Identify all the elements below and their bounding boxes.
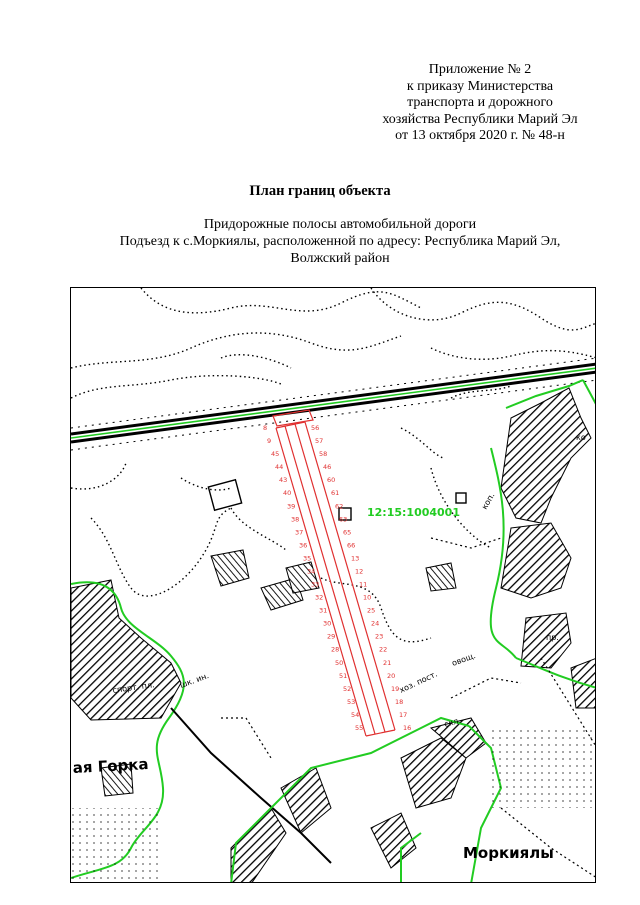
boundary-point-label: 8 [263, 424, 268, 432]
boundary-point-label: 11 [359, 580, 368, 589]
right-settlement [491, 380, 596, 708]
appendix-line: хозяйства Республики Марий Эл [382, 111, 578, 127]
school-label: шк. ин. [178, 671, 211, 690]
boundary-point-label: 17 [399, 711, 408, 719]
appendix-line: транспорта и дорожного [407, 95, 553, 110]
boundary-point-label: 38 [291, 515, 300, 524]
appendix-line: от 13 октября 2020 г. № 48-н [395, 128, 565, 143]
boundary-point-label: 35 [303, 554, 312, 563]
appendix-line: к приказу Министерства [406, 78, 554, 94]
plan-description-line: Придорожные полосы автомобильной дороги [203, 217, 477, 232]
boundary-point-label: 30 [323, 619, 332, 628]
boundary-point-label: 60 [327, 476, 336, 485]
appendix-header [340, 62, 620, 145]
boundary-point-label: 62 [335, 502, 344, 511]
boundary-point-label: 33 [311, 580, 320, 589]
plan-description-line: Подъезд к с.Моркиялы, расположенной по адресу: Республика Марий Эл, [119, 234, 561, 249]
boundary-point-label: 46 [323, 463, 332, 472]
boundary-point-label: 22 [379, 645, 388, 654]
boundary-point-label: 37 [295, 528, 304, 537]
boundary-point-label: 52 [343, 684, 352, 693]
boundary-point-label: 63 [339, 515, 348, 524]
plan-description [40, 216, 640, 267]
boundary-point-label: 57 [315, 437, 324, 445]
boundary-point-label: 40 [283, 489, 292, 498]
boundary-point-label: 32 [315, 593, 324, 602]
boundary-point-label: 66 [347, 541, 356, 550]
warehouse-label: скл. [443, 715, 462, 729]
boundary-point-label: 50 [335, 658, 344, 667]
boundary-point-label: 16 [403, 724, 412, 732]
boundary-point-label: 25 [367, 606, 376, 615]
boundary-point-label: 13 [351, 554, 360, 563]
boundary-point-label: 29 [327, 632, 336, 641]
boundary-point-label: 58 [319, 450, 328, 459]
settlement-label-morkiyaly: Моркиялы [463, 844, 554, 862]
boundary-point-label: 34 [307, 567, 316, 576]
boundary-point-label: 45 [271, 450, 280, 459]
cadastral-block-label: 12:15:1004001 [367, 506, 460, 519]
pit-label: коп. [479, 491, 497, 511]
boundary-point-label: 18 [395, 697, 404, 706]
plan-title: План границ объекта [249, 183, 391, 199]
boundary-point-label: 24 [371, 619, 380, 628]
boundary-point-labels [263, 424, 411, 732]
boundary-point-label: 12 [355, 567, 364, 576]
pond-label: пр. [546, 633, 559, 642]
field-boundaries [71, 428, 491, 642]
plan-description-line: Волжский район [290, 251, 390, 266]
boundary-point-label: 10 [363, 593, 372, 602]
boundary-point-label: 53 [347, 697, 356, 706]
boundary-point-label: 21 [383, 658, 392, 667]
topographic-map [71, 288, 596, 883]
boundary-point-label: 55 [355, 724, 364, 732]
map-frame [70, 287, 596, 883]
farm-building-label: хоз. пост. [398, 669, 439, 695]
boundary-point-label: 23 [375, 632, 384, 641]
vegetable-store-label: овощ. [450, 651, 477, 668]
boundary-point-label: 28 [331, 645, 340, 654]
boundary-point-label: 44 [275, 463, 284, 472]
boundary-point-label: 43 [279, 476, 288, 485]
boundary-point-label: 36 [299, 541, 308, 550]
boundary-point-label: 31 [319, 606, 328, 615]
settlement-label-gorka: ая Горка [72, 755, 149, 777]
boundary-point-label: 20 [387, 671, 396, 680]
appendix-line: Приложение № 2 [428, 62, 532, 77]
boundary-point-label: 65 [343, 528, 352, 537]
boundary-point-label: 39 [287, 502, 296, 511]
boundary-point-label: 61 [331, 489, 340, 498]
boundary-point-label: 51 [339, 671, 348, 680]
boundary-point-label: 56 [311, 424, 320, 432]
ko-label: ко [576, 433, 586, 442]
sport-ground-label: спорт. пл. [112, 680, 156, 695]
boundary-point-label: 54 [351, 711, 360, 719]
boundary-point-label: 9 [267, 437, 272, 445]
boundary-point-label: 19 [391, 684, 400, 693]
